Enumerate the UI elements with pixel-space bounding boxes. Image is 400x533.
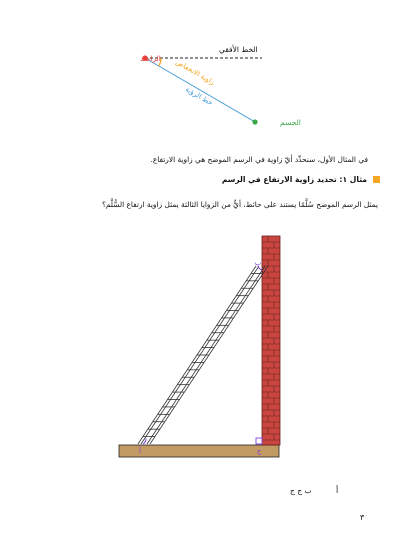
answer-choice-alif: أ [336,486,339,495]
horizontal-line-label: الخط الأفقي [219,45,258,54]
brick-wall [262,236,280,445]
depression-angle-diagram [0,0,400,145]
example-bullet-icon [373,176,380,183]
answer-choice-labels: ب ج ج [290,486,312,495]
right-angle-marker [256,438,262,444]
vertex-label-a: أ [139,447,141,455]
line-of-sight [145,58,255,122]
example-heading [222,175,380,184]
question-paragraph: يمثل الرسم الموضح سُلَّمًا يستند على حائط، أيٌّ من الزوايا الثالثة يمثل زاوية ارتفاع السُّلَّم؟ [101,200,378,209]
intro-paragraph: في المثال الأول، سنحدِّد أيّ زاوية في الرسم الموضح هي زاوية الارتفاع. [150,155,368,164]
example-title: مثال ١: تحديد زاوية الارتفاع في الرسم [221,175,367,184]
ground [119,445,279,457]
depression-angle-label: زاوية الانخفاض [174,58,216,87]
page-number: ٣ [360,513,365,522]
object-label: الجسم [280,118,301,127]
vertex-label-c: ج [256,447,262,455]
sight-line-label: خط الرؤية [183,85,215,108]
vertex-label-b: ب [254,259,262,267]
ladder-wall-diagram [0,230,400,462]
ladder [138,266,268,444]
observer-label: الراصد [140,54,161,63]
object-point [252,119,257,124]
